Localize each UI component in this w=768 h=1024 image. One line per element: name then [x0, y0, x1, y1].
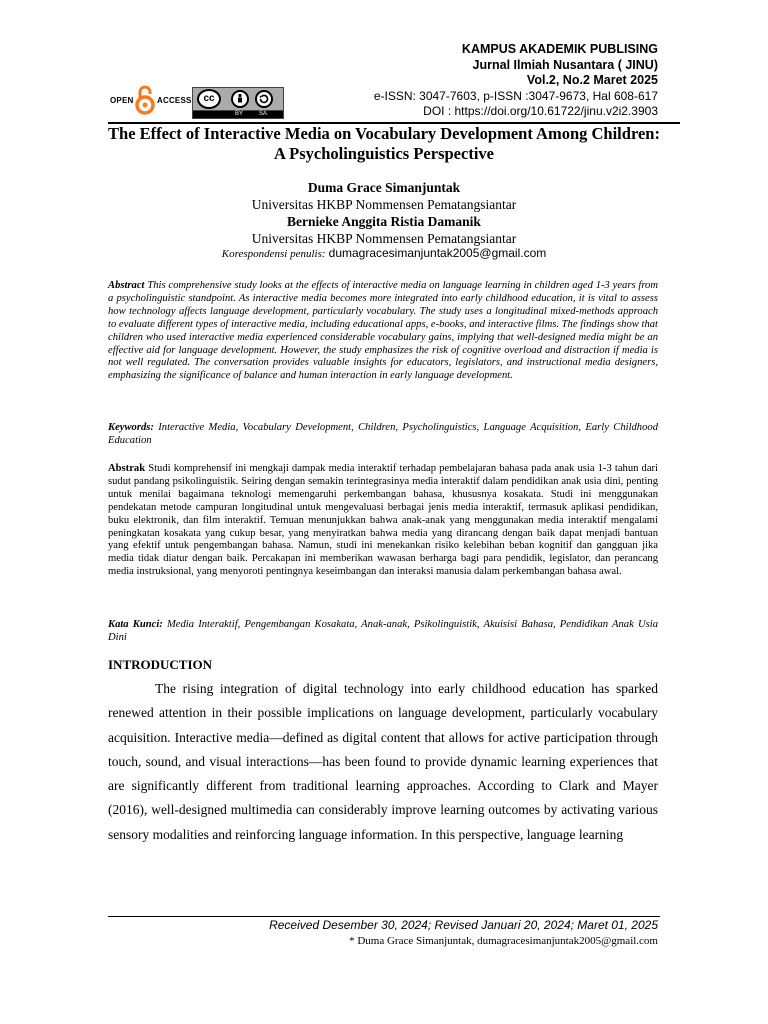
abstract-text: This comprehensive study looks at the effects of interactive media on language learning in children aged 1-3 years from a psycholinguistic standpoint. As interactive media becomes more integrated into early childhood education, it is vital to assess how technology affects language development, particularly vocabulary. The study uses a longitudinal mixed-methods approach to evaluate different types of interactive media, including educational apps, e-books, and interactive films. The findings show that children who used interactive media experienced considerable vocabulary gains, implying that well-designed media might be an effective aid for language development. However, the study emphasizes the risk of cognitive overload and distraction if media is not well regulated. The conversation provides valuable insights for educators, legislators, and instructional media designers, emphasizing the significance of balance and human interaction in early language development. [108, 280, 658, 382]
cc-by-label: BY [235, 111, 244, 117]
cc-icon: cc [197, 89, 221, 109]
introduction-paragraph: The rising integration of digital technology into early childhood education has sparked renewed attention in their possible implications on language development, particularly vocabulary acquisition. Interactive media—defined as digital content that allows for active participation through touch, sound, and visual interactions—has been found to provide dynamic learning experiences that are significantly different from traditional learning approaches. According to Clark and Mayer (2016), well-designed multimedia can considerably improve learning outcomes by activating various sensory modalities and reinforcing language information. In this perspective, language learning [108, 681, 658, 842]
introduction-heading: INTRODUCTION [108, 657, 213, 672]
abstract-english [108, 280, 658, 383]
journal-header [374, 42, 658, 120]
doi-link[interactable]: DOI : https://doi.org/10.61722/jinu.v2i2.3903 [423, 104, 658, 118]
keywords-english [108, 422, 658, 448]
abstract-label: Abstract [108, 280, 145, 291]
keywords-indonesian [108, 619, 658, 645]
kata-kunci-text: Media Interaktif, Pengembangan Kosakata, Anak-anak, Psikolinguistik, Akuisisi Bahasa, Pendidikan Anak Usia Dini [108, 619, 658, 643]
open-access-lock-icon [134, 84, 156, 116]
received-dates: Received Desember 30, 2024; Revised Januari 20, 2024; Maret 01, 2025 [269, 918, 658, 932]
author-name-1: Duma Grace Simanjuntak [307, 180, 461, 195]
creative-commons-badge [192, 87, 284, 119]
author-affiliation-1: Universitas HKBP Nommensen Pematangsiantar [251, 197, 517, 212]
author-footnote: * Duma Grace Simanjuntak, dumagracesimanjuntak2005@gmail.com [349, 935, 658, 947]
volume-info: Vol.2, No.2 Maret 2025 [526, 73, 658, 87]
abstrak-text: Studi komprehensif ini mengkaji dampak media interaktif terhadap pembelajaran bahasa pada anak usia 1-3 tahun dari sudut pandang psikolinguistik. Seiring dengan semakin terintegrasinya media interaktif dalam pendidikan anak usia dini, penting untuk menilai bagaimana teknologi memengaruhi perkembangan bahasa, khususnya kosakata. Studi ini menggunakan pendekatan metode campuran longitudinal untuk mengevaluasi berbagai jenis media interaktif, termasuk aplikasi pendidikan, buku elektronik, dan film interaktif. Temuan menunjukkan bahwa anak-anak yang menggunakan media interaktif mengalami peningkatan kosakata yang cukup besar, yang menyiratkan bahwa media yang dirancang dengan baik dapat menjadi bantuan yang efektif untuk pengembangan bahasa. Namun, studi ini menekankan risiko kelebihan beban kognitif dan gangguan jika media tidak diatur dengan baik. Percakapan ini memberikan wawasan berharga bagi para pendidik, legislator, dan perancang media instruksional, yang menyoroti pentingnya keseimbangan dan interaksi manusia dalam perkembangan bahasa awal. [108, 463, 658, 578]
cc-sa-label: SA [259, 111, 268, 117]
journal-name: Jurnal Ilmiah Nusantara ( JINU) [472, 57, 658, 72]
correspondence-line [108, 246, 660, 261]
keywords-label: Keywords: [108, 422, 154, 433]
publisher-name: KAMPUS AKADEMIK PUBLISING [461, 42, 658, 56]
correspondence-email[interactable]: dumagracesimanjuntak2005@gmail.com [328, 246, 547, 260]
by-attribution-icon [231, 90, 249, 108]
footer-divider [108, 916, 660, 917]
paper-title: The Effect of Interactive Media on Vocabulary Development Among Children: A Psycholinguistics Perspective [108, 124, 660, 163]
abstract-indonesian [108, 463, 658, 579]
sharealike-icon [255, 90, 273, 108]
correspondence-label: Korespondensi penulis: [221, 248, 326, 260]
kata-kunci-label: Kata Kunci: [108, 619, 163, 630]
author-name-2: Bernieke Anggita Ristia Damanik [287, 214, 481, 229]
issn-info: e-ISSN: 3047-7603, p-ISSN :3047-9673, Hal 608-617 [373, 88, 658, 103]
open-access-left-text: OPEN [110, 96, 134, 105]
open-access-logo [110, 86, 190, 116]
abstrak-label: Abstrak [108, 463, 146, 474]
author-affiliation-2: Universitas HKBP Nommensen Pematangsiantar [251, 231, 517, 246]
open-access-right-text: ACCESS [157, 96, 192, 105]
keywords-text: Interactive Media, Vocabulary Development, Children, Psycholinguistics, Language Acquisition, Early Childhood Education [108, 422, 658, 446]
